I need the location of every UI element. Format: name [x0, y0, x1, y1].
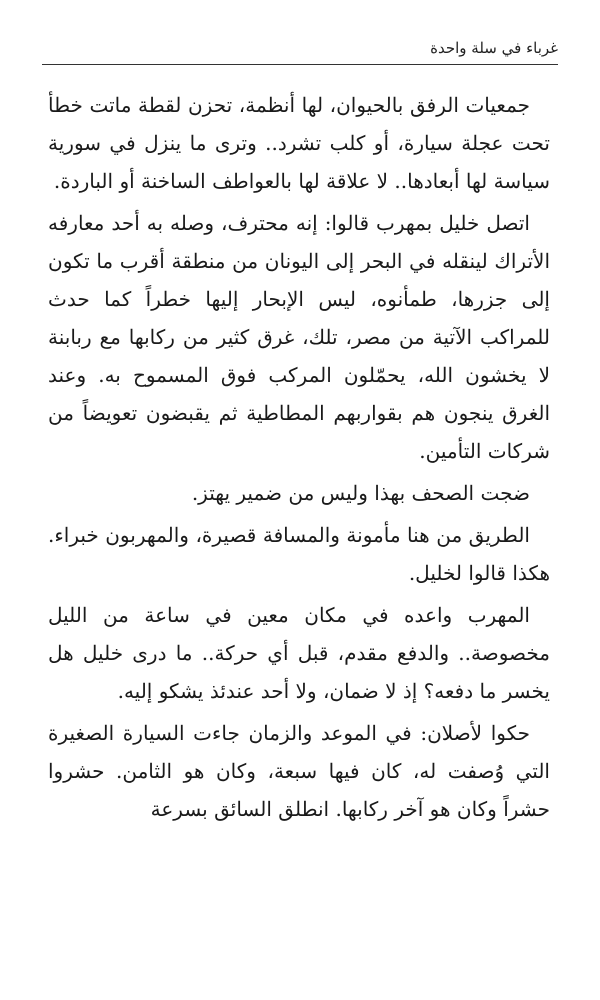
- paragraph: ضجت الصحف بهذا وليس من ضمير يهتز.: [191, 481, 530, 505]
- paragraph: جمعيات الرفق بالحيوان، لها أنظمة، تحزن لقطة ماتت خطأ تحت عجلة سيارة، أو كلب تشرد.. وترى ما ينزل في سورية سياسة لها أبعادها.. لا علاقة لها بالعواطف الساخنة أو الباردة.: [48, 93, 550, 193]
- paragraph: حكوا لأصلان: في الموعد والزمان جاءت السيارة الصغيرة التي وُصفت له، كان فيها سبعة، وكان هو الثامن. حشروا حشراً وكان هو آخر ركابها. انطلق السائق بسرعة: [48, 721, 550, 821]
- body-text: [48, 86, 550, 828]
- paragraph: الطريق من هنا مأمونة والمسافة قصيرة، والمهربون خبراء. هكذا قالوا لخليل.: [48, 523, 550, 585]
- paragraph: المهرب واعده في مكان معين في ساعة من الليل مخصوصة.. والدفع مقدم، قبل أي حركة.. ما درى خليل هل يخسر ما دفعه؟ إذ لا ضمان، ولا أحد عندئذ يشكو إليه.: [48, 603, 550, 703]
- running-header: غرباء في سلة واحدة: [430, 39, 558, 57]
- header-divider: [42, 64, 558, 65]
- paragraph: اتصل خليل بمهرب قالوا: إنه محترف، وصله به أحد معارفه الأتراك لينقله في البحر إلى اليونان من منطقة أقرب ما تكون إلى جزرها، طمأنوه، ليس الإبحار إليها خطراً كما حدث للمراكب الآتية من مصر، تلك، غرق كثير من ركابها مع ربابنة لا يخشون الله، يحمّلون المركب فوق المسموح به. وعند الغرق ينجون هم بقواربهم المطاطية ثم يقبضون تعويضاً من شركات التأمين.: [48, 211, 550, 463]
